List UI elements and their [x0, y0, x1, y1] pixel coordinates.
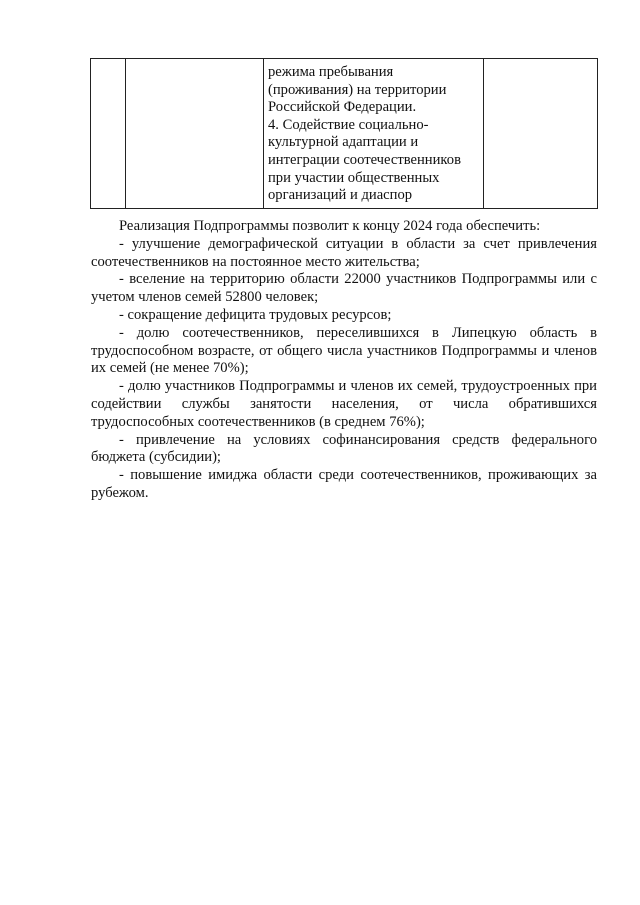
- table-fragment: [90, 58, 598, 209]
- paragraph-item: - сокращение дефицита трудовых ресурсов;: [119, 306, 392, 323]
- paragraph-item: - вселение на территорию области 22000 участников Подпрограммы или с учетом членов семей 52800 человек;: [91, 271, 597, 306]
- table-column-1: [91, 59, 126, 208]
- paragraph-intro: Реализация Подпрограммы позволит к концу 2024 года обеспечить:: [119, 218, 541, 234]
- paragraph-item: - долю участников Подпрограммы и членов их семей, трудоустроенных при содействии службы занятости населения, от числа обратившихся трудоспособных соотечественников (в среднем 76%);: [91, 378, 597, 430]
- paragraph-item: - повышение имиджа области среди соотечественников, проживающих за рубежом.: [91, 467, 597, 501]
- paragraph-item: - привлечение на условиях софинансирования средств федерального бюджета (субсидии);: [91, 431, 597, 466]
- paragraph-item: - улучшение демографической ситуации в области за счет привлечения соотечественников на постоянное место жительства;: [91, 235, 597, 270]
- paragraph-item: - долю соотечественников, переселившихся в Липецкую область в трудоспособном возрасте, от общего числа участников Подпрограммы и членов их семей (не менее 70%);: [91, 324, 597, 377]
- table-column-3: [264, 59, 484, 208]
- table-column-2: [126, 59, 264, 208]
- table-column-4: [484, 59, 597, 208]
- table-cell-text: режима пребывания (проживания) на территории Российской Федерации. 4. Содействие социально- культурной адаптации и интеграции соотечественников при участии общественных организаций и диаспор: [268, 64, 461, 204]
- body-text: [91, 218, 597, 503]
